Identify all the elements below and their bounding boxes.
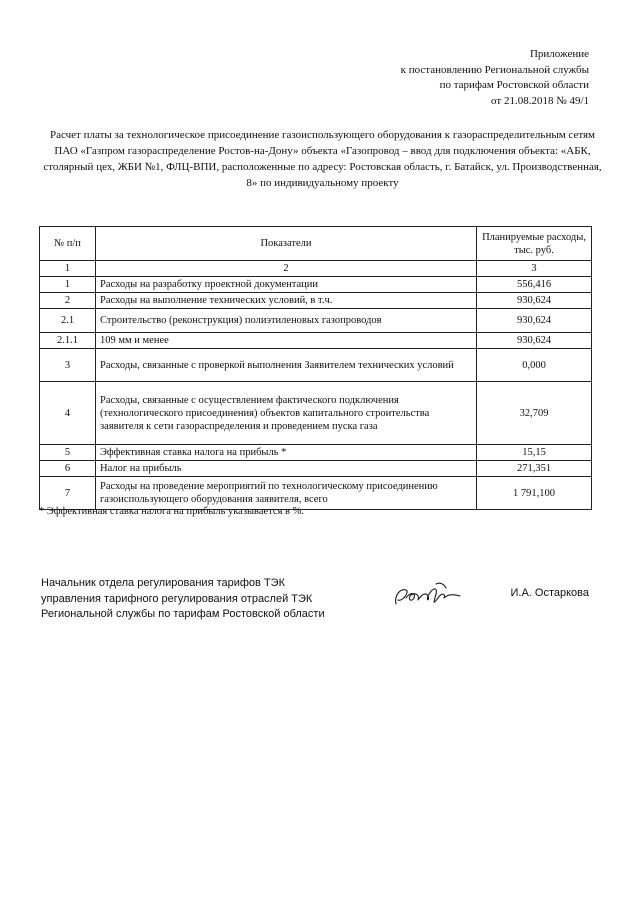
table-row [40,461,592,477]
header-indicator: Показатели [96,227,477,261]
table-row [40,277,592,293]
row-label: Эффективная ставка налога на прибыль * [96,445,477,461]
table-row [40,293,592,309]
row-num: 2.1.1 [40,333,96,349]
row-value: 556,416 [477,277,592,293]
row-num: 6 [40,461,96,477]
row-label: Расходы на выполнение технических условий, в т.ч. [96,293,477,309]
row-num: 5 [40,445,96,461]
table-row [40,333,592,349]
header-expenses: Планируемые расходы, тыс. руб. [477,227,592,261]
handwritten-signature-icon [392,578,464,612]
row-num: 1 [40,277,96,293]
row-value: 32,709 [477,382,592,445]
table-row [40,477,592,510]
row-value: 930,624 [477,333,592,349]
row-value: 1 791,100 [477,477,592,510]
row-value: 15,15 [477,445,592,461]
appendix-header [401,47,589,109]
row-label: Строительство (реконструкция) полиэтиленовых газопроводов [96,309,477,333]
calculation-table [39,226,592,510]
appendix-line: Приложение [529,48,589,60]
row-label: Расходы, связанные с проверкой выполнения Заявителем технических условий [96,349,477,382]
table-row [40,349,592,382]
table-row [40,309,592,333]
column-numbering-row [40,261,592,277]
signatory-name: И.А. Остаркова [510,587,589,599]
table-header-row [40,227,592,261]
row-value: 930,624 [477,309,592,333]
row-label: Расходы, связанные с осуществлением фактического подключения (технологического присоединения) объектов капитального строительства заявителя к сети газораспределения и проведением пуска газа [96,382,477,445]
row-label: Налог на прибыль [96,461,477,477]
row-value: 930,624 [477,293,592,309]
row-label: Расходы на разработку проектной документации [96,277,477,293]
signatory-line: Начальник отдела регулирования тарифов ТЭК [41,577,285,589]
col-number: 1 [40,261,96,277]
header-num: № п/п [40,227,96,261]
signatory-line: Региональной службы по тарифам Ростовской области [41,608,325,620]
appendix-line: к постановлению Региональной службы [400,63,589,76]
row-label: 109 мм и менее [96,333,477,349]
appendix-line: по тарифам Ростовской области [439,79,589,91]
table-row [40,382,592,445]
table-row [40,445,592,461]
row-num: 2.1 [40,309,96,333]
row-label: Расходы на проведение мероприятий по технологическому присоединению газоиспользующего оборудования заявителя, всего [96,477,477,510]
row-num: 3 [40,349,96,382]
col-number: 3 [477,261,592,277]
signatory-position [41,576,325,623]
row-num: 2 [40,293,96,309]
row-value: 271,351 [477,461,592,477]
footnote: * Эффективная ставка налога на прибыль указывается в %. [39,506,304,517]
row-num: 4 [40,382,96,445]
row-value: 0,000 [477,349,592,382]
col-number: 2 [96,261,477,277]
appendix-line: от 21.08.2018 № 49/1 [491,94,589,107]
document-title: Расчет платы за технологическое присоединение газоиспользующего оборудования к газораспределительным сетям ПАО «Газпром газораспределение Ростов-на-Дону» объекта «Газопровод – ввод для подключения объекта: «АБК, столярный цех, ЖБИ №1, ФЛЦ-ВПИ, расположенные по адресу: Ростовская область, г. Батайск, ул. Производственная, 8» по индивидуальному проекту [43,129,602,189]
signatory-line: управления тарифного регулирования отраслей ТЭК [41,592,313,605]
row-num: 7 [40,477,96,510]
